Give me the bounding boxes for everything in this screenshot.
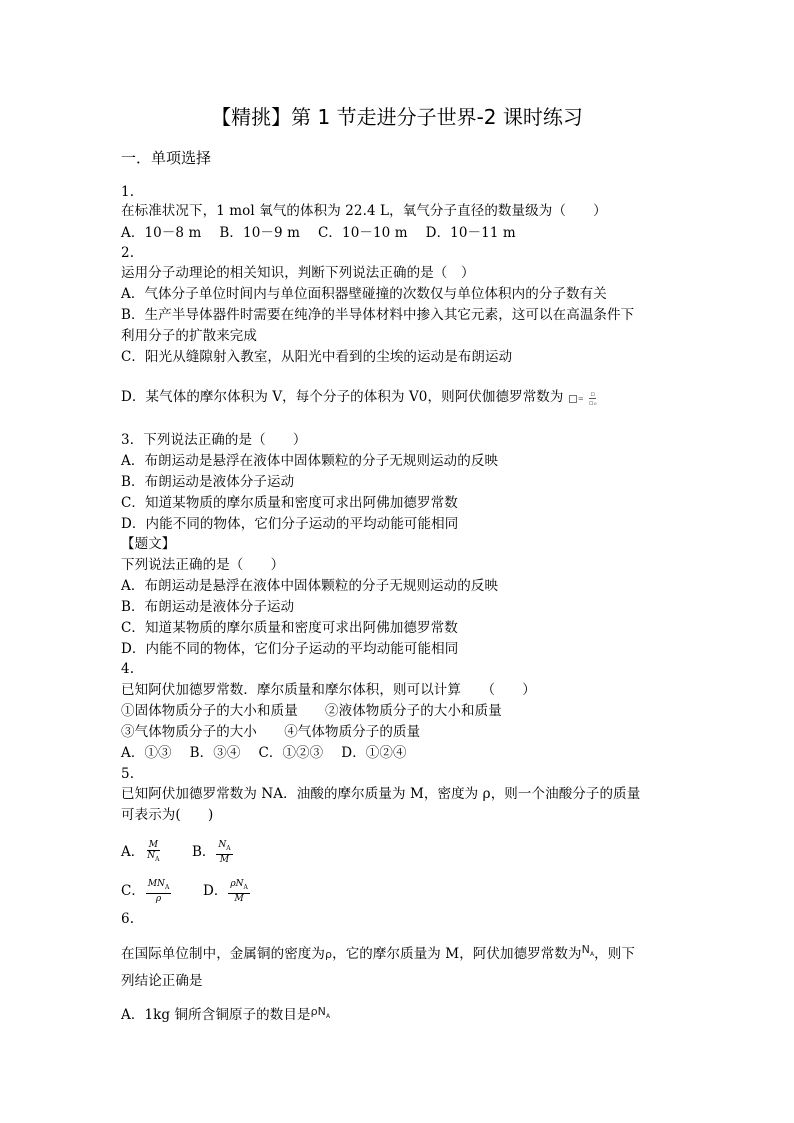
q5-option-d-label: D． bbox=[203, 882, 228, 899]
q5-option-a-label: A． bbox=[121, 843, 145, 860]
q2-stem: 运用分子动理论的相关知识，判断下列说法正确的是（ ） bbox=[121, 265, 475, 281]
q5-option-c bbox=[121, 879, 172, 904]
q2-option-d bbox=[121, 388, 598, 408]
q3-stem: 3．下列说法正确的是（ ） bbox=[121, 432, 307, 448]
q2-option-b: B．生产半导体器件时需要在纯净的半导体材料中掺入其它元素，这可以在高温条件下 bbox=[121, 307, 635, 323]
q6-option-a-symbol: ρNA bbox=[310, 1005, 331, 1021]
q5-option-a bbox=[121, 840, 162, 865]
q4-options: A．①③ B．③④ C．①②③ D．①②④ bbox=[121, 745, 407, 761]
tiwen-option-b: B．布朗运动是液体分子运动 bbox=[121, 599, 295, 615]
q1-number: 1. bbox=[121, 184, 135, 200]
q5-formula-d: $\frac{\rho N_A}{M}$ bbox=[230, 879, 248, 904]
q5-number: 5. bbox=[121, 766, 135, 782]
q6-stem-cont: 列结论正确是 bbox=[121, 973, 203, 989]
q4-line2: ③气体物质分子的大小 ④气体物质分子的质量 bbox=[121, 724, 421, 740]
q5-option-d bbox=[203, 879, 251, 904]
q3-option-b: B．布朗运动是液体分子运动 bbox=[121, 474, 295, 490]
q4-stem: 已知阿伏加德罗常数．摩尔质量和摩尔体积，则可以计算 （ ） bbox=[121, 682, 536, 698]
q5-formula-c: $\frac{MN_A}{\rho}$ bbox=[147, 879, 170, 904]
q5-formula-b: $\frac{N_A}{M}$ bbox=[218, 840, 231, 865]
section-heading: 一．单项选择 bbox=[121, 149, 212, 167]
q6-stem-part1: 在国际单位制中，金属铜的密度为 bbox=[121, 946, 325, 962]
q6-stem-part3: ，则下 bbox=[594, 946, 635, 962]
q2-option-d-text: D．某气体的摩尔体积为 V，每个分子的体积为 V0，则阿伏伽德罗常数为 bbox=[121, 389, 564, 405]
q3-option-d: D．内能不同的物体，它们分子运动的平均动能可能相同 bbox=[121, 516, 459, 532]
q5-stem: 已知阿伏加德罗常数为 NA．油酸的摩尔质量为 M，密度为 ρ，则一个油酸分子的质量 bbox=[121, 786, 641, 802]
q2-number: 2. bbox=[121, 245, 135, 261]
q6-option-a bbox=[121, 1006, 330, 1030]
q4-line1: ①固体物质分子的大小和质量 ②液体物质分子的大小和质量 bbox=[121, 703, 502, 719]
q3-option-a: A．布朗运动是悬浮在液体中固体颗粒的分子无规则运动的反映 bbox=[121, 453, 499, 469]
tiwen-stem: 下列说法正确的是（ ） bbox=[121, 557, 285, 573]
q6-number: 6. bbox=[121, 911, 135, 927]
q5-option-b bbox=[192, 840, 234, 865]
q6-stem-part2: ，它的摩尔质量为 M，阿伏加德罗常数为 bbox=[332, 946, 582, 962]
q6-na-symbol: NA bbox=[581, 943, 595, 959]
q5-option-b-label: B． bbox=[192, 843, 216, 860]
q1-stem: 在标准状况下，1 mol 氧气的体积为 22.4 L，氧气分子直径的数量级为（ ） bbox=[121, 203, 607, 219]
tiwen-option-c: C．知道某物质的摩尔质量和密度可求出阿佛加德罗常数 bbox=[121, 620, 458, 636]
q4-number: 4. bbox=[121, 661, 135, 677]
q6-stem bbox=[121, 945, 635, 969]
q1-options: A．10－8 m B．10－9 m C．10－10 m D．10－11 m bbox=[121, 225, 516, 241]
q6-option-a-text: A．1kg 铜所含铜原子的数目是 bbox=[121, 1007, 311, 1023]
q6-rho-symbol: ρ bbox=[325, 948, 333, 961]
q2-option-a: A．气体分子单位时间内与单位面积器壁碰撞的次数仅与单位体积内的分子数有关 bbox=[121, 286, 607, 302]
tiwen-option-d: D．内能不同的物体，它们分子运动的平均动能可能相同 bbox=[121, 641, 459, 657]
q5-formula-a: $\frac{M}{N_A}$ bbox=[147, 840, 160, 863]
tiwen-label: 【题文】 bbox=[121, 536, 176, 552]
q2-option-c: C．阳光从缝隙射入教室，从阳光中看到的尘埃的运动是布朗运动 bbox=[121, 349, 513, 365]
avogadro-formula-image: = $\frac{▫}{\text{▫₀}}$ bbox=[568, 395, 598, 403]
q5-stem-cont: 可表示为( ) bbox=[121, 807, 214, 823]
q3-option-c: C．知道某物质的摩尔质量和密度可求出阿佛加德罗常数 bbox=[121, 495, 458, 511]
tiwen-option-a: A．布朗运动是悬浮在液体中固体颗粒的分子无规则运动的反映 bbox=[121, 578, 499, 594]
q5-option-c-label: C． bbox=[121, 882, 145, 899]
page-title: 【精挑】第 1 节走进分子世界-2 课时练习 bbox=[211, 105, 583, 129]
q2-option-b-cont: 利用分子的扩散来完成 bbox=[121, 328, 257, 344]
